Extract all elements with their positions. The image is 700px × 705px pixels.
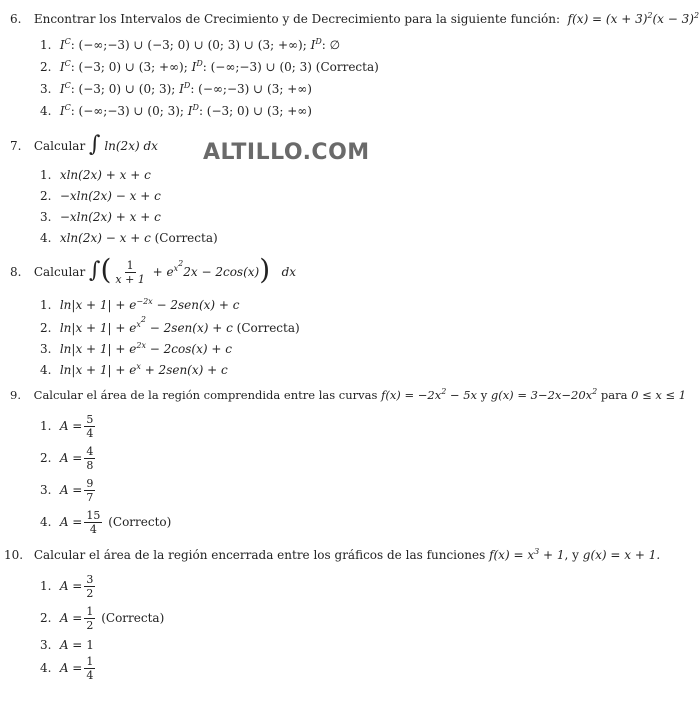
q10-option-1: 1. A = $\frac{3}{2}$ xyxy=(40,573,94,600)
q6-option-4: 4. $I^C$: (−∞;−3) ∪ (0; 3); $I^D$: (−3; 0) ∪ (3; +∞) xyxy=(40,103,312,118)
correct-note: (Correcto) xyxy=(108,515,172,529)
q10-option-3: 3. A = 1 xyxy=(40,638,94,652)
integral-sign: ∫ xyxy=(89,258,101,283)
question-text: Encontrar los Intervalos de Crecimiento y de Decrecimiento para la siguiente función: xyxy=(33,12,561,26)
question-7: 7. Calcular ∫ ln(2x) dx xyxy=(10,132,158,157)
q6-option-2: 2. $I^C$: (−3; 0) ∪ (3; +∞); $I^D$: (−∞;−3) ∪ (0; 3) (Correcta) xyxy=(40,59,379,74)
question-9: 9. Calcular el área de la región comprendida entre las curvas $f(x) = -2x^2 - 5x$ y $g(x) = 3-2x-20x^2$ para 0 ≤ x ≤ 1 xyxy=(10,387,687,402)
watermark: ALTILLO.COM xyxy=(203,140,370,165)
question-6 xyxy=(10,12,699,26)
q7-option-1: 1. xln(2x) + x + c xyxy=(40,168,151,182)
q9-option-4: 4. A = $\frac{15}{4}$ (Correcto) xyxy=(40,509,172,536)
q10-option-2: 2. A = $\frac{1}{2}$ (Correcta) xyxy=(40,605,165,632)
correct-note: (Correcta) xyxy=(101,611,165,625)
q7-option-4: 4. xln(2x) − x + c (Correcta) xyxy=(40,231,218,245)
q7-option-2: 2. −xln(2x) − x + c xyxy=(40,189,161,203)
q9-option-1: 1. A = $\frac{5}{4}$ xyxy=(40,413,94,440)
correct-note: (Correcta) xyxy=(236,321,300,335)
question-10: 10. Calcular el área de la región encerrada entre los gráficos de las funciones $f(x) = x^3 + 1$, y g(x) = x + 1. xyxy=(4,547,661,562)
q8-option-2: 2. $\ln|x + 1| + e^{x^2} - 2sen(x) + c$ (Correcta) xyxy=(40,315,300,335)
q8-option-1: 1. $\ln|x + 1| + e^{-2x} - 2sen(x) + c$ xyxy=(40,297,240,312)
q9-option-2: 2. A = $\frac{4}{8}$ xyxy=(40,445,94,472)
q8-option-4: 4. $\ln|x + 1| + e^x + 2sen(x) + c$ xyxy=(40,362,228,377)
q6-option-3: 3. $I^C$: (−3; 0) ∪ (0; 3); $I^D$: (−∞;−3) ∪ (3; +∞) xyxy=(40,81,312,96)
question-8: 8. Calcular ∫( $\frac{1}{x + 1}$ + $e^{x^2}2x - 2\cos(x)$) dx xyxy=(10,253,297,286)
q6-option-1: 1. $I^C$: (−∞;−3) ∪ (−3; 0) ∪ (0; 3) ∪ (3; +∞); $I^D$: ∅ xyxy=(40,37,341,52)
q7-option-3: 3. −xln(2x) + x + c xyxy=(40,210,161,224)
q8-option-3: 3. $\ln|x + 1| + e^{2x} - 2\cos(x) + c$ xyxy=(40,341,232,356)
correct-note: (Correcta) xyxy=(315,60,379,74)
question-number: 6. xyxy=(10,12,22,26)
q9-option-3: 3. A = $\frac{9}{7}$ xyxy=(40,477,94,504)
integral-sign: ∫ xyxy=(89,132,101,157)
function-formula: $f(x) = (x + 3)^2(x - 3)^2$ xyxy=(563,11,700,26)
correct-note: (Correcta) xyxy=(154,231,218,245)
q10-option-4: 4. A = $\frac{1}{4}$ xyxy=(40,655,94,682)
